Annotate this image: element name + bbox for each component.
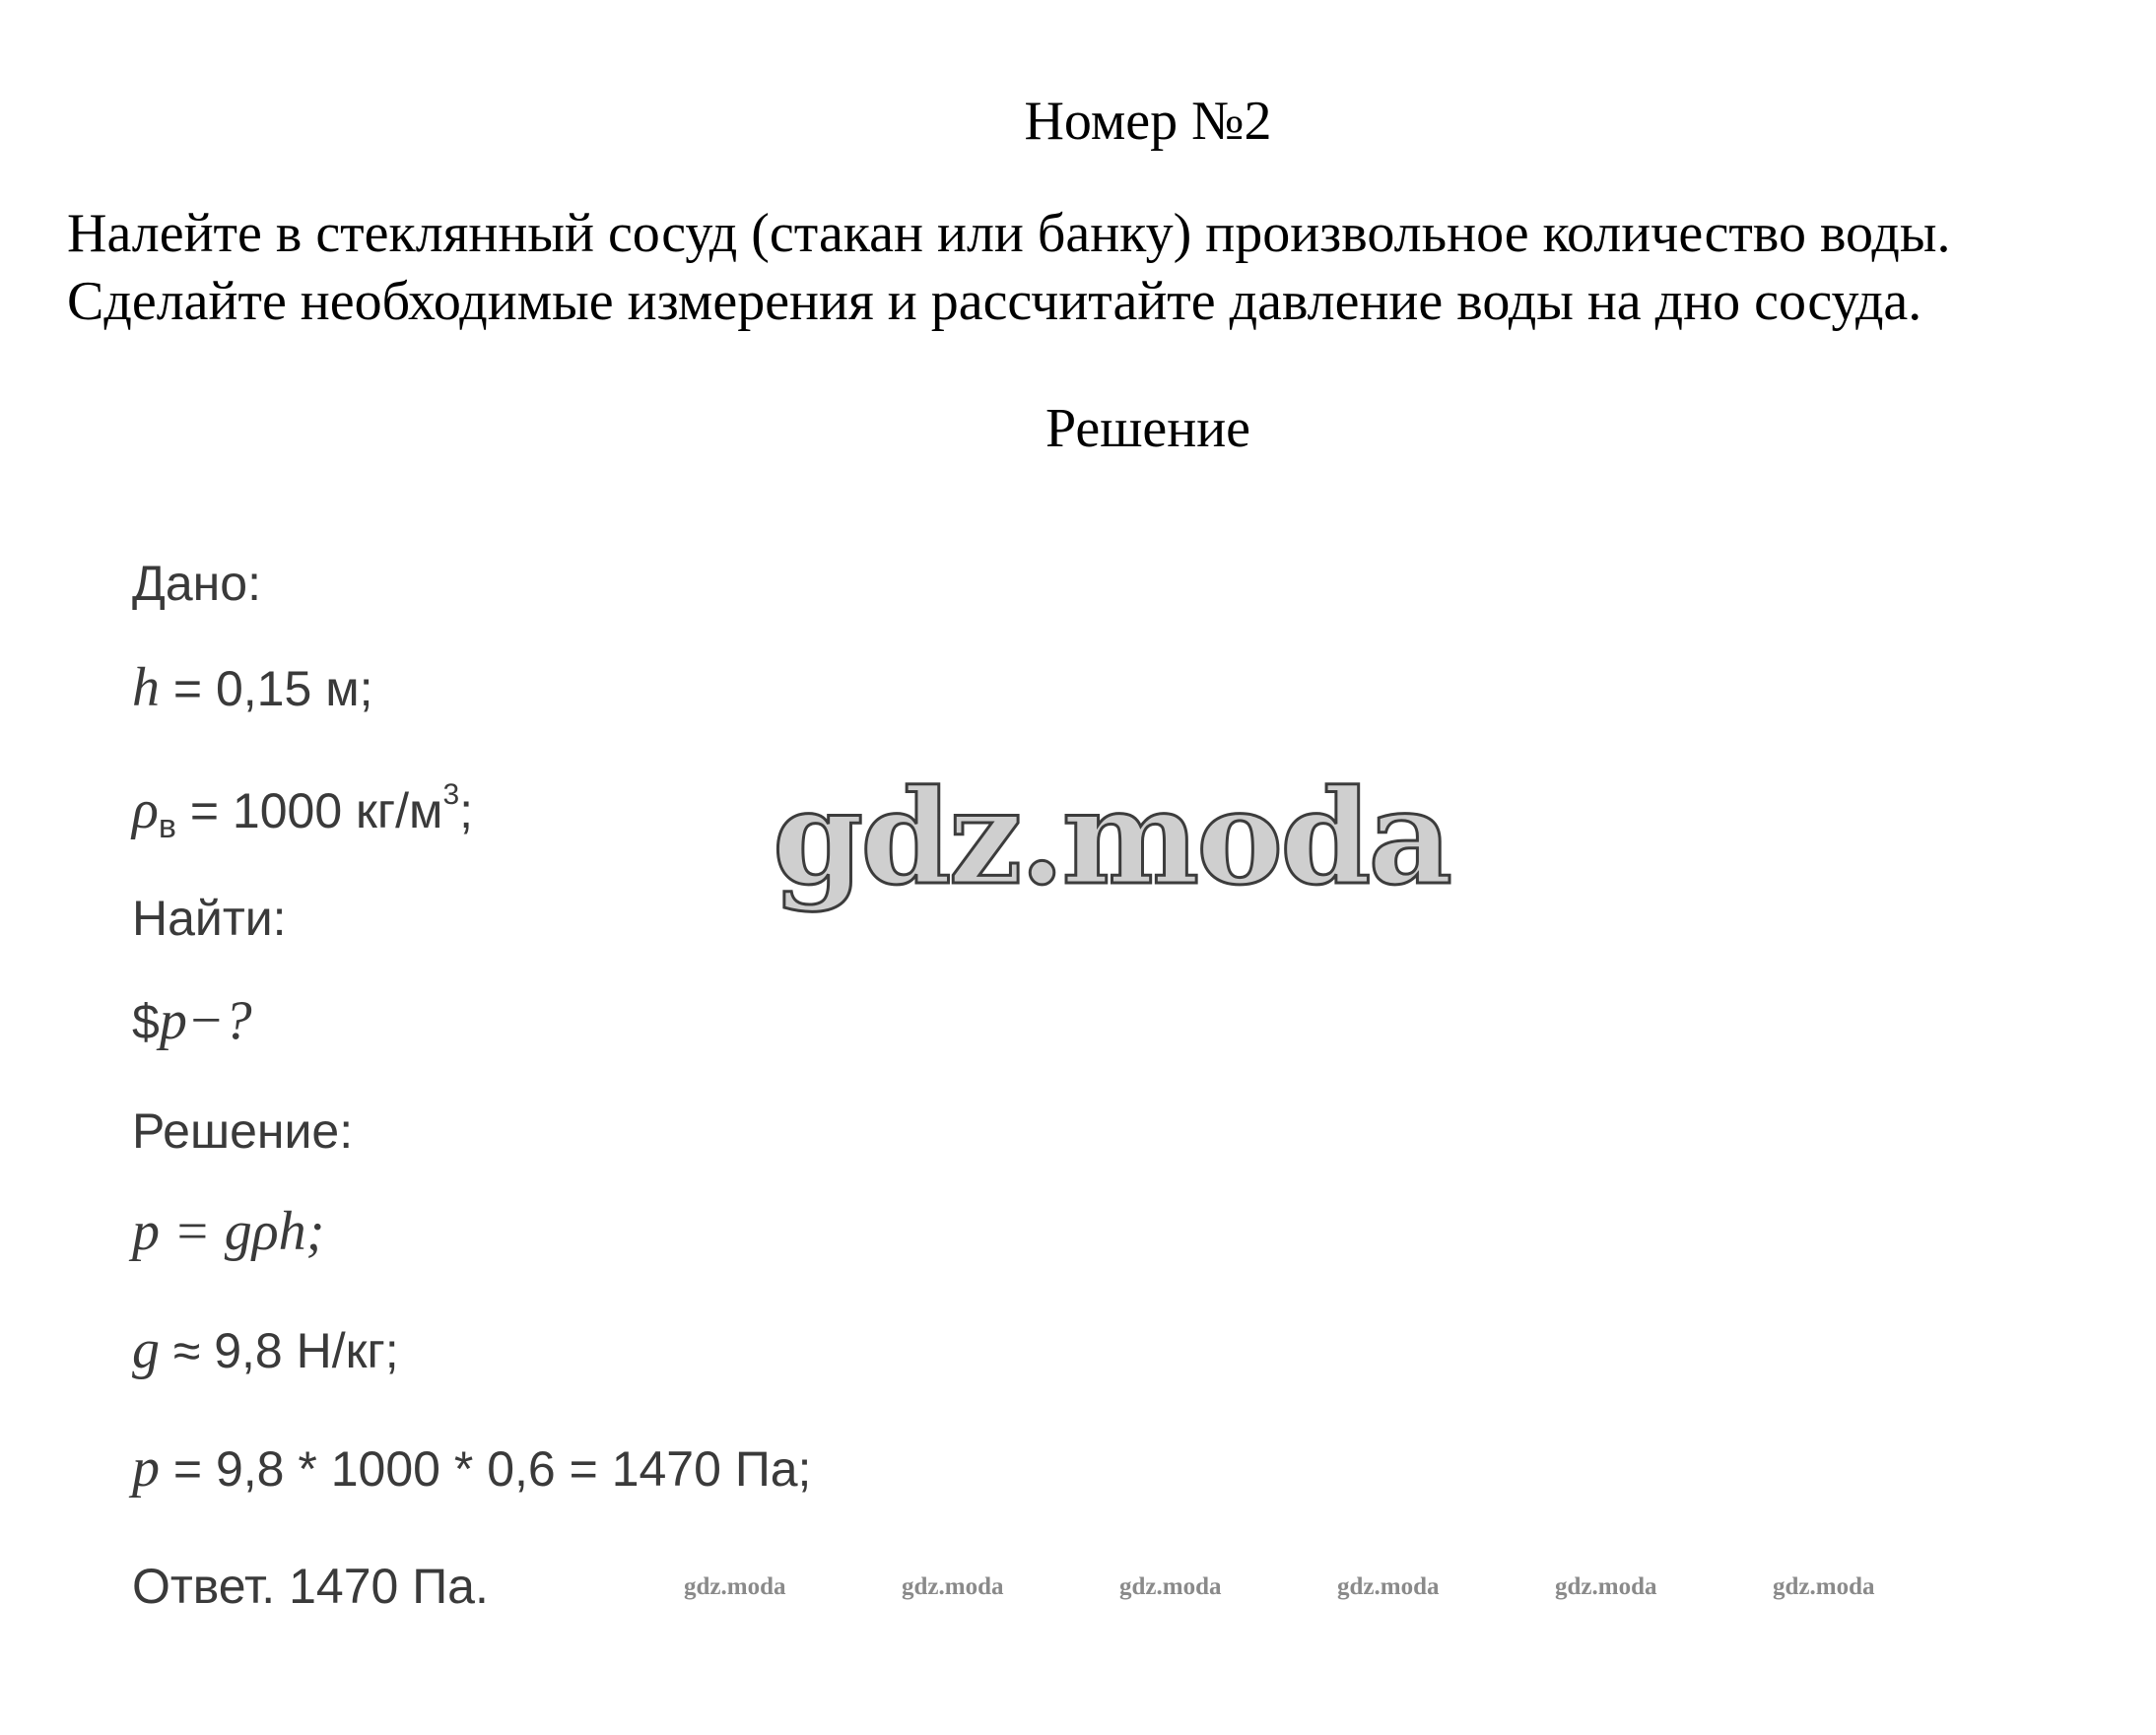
find-variable: p bbox=[159, 990, 187, 1051]
given-label: Дано: bbox=[132, 556, 261, 611]
find-prefix: $ bbox=[132, 994, 160, 1049]
height-variable: h bbox=[132, 657, 160, 718]
answer: Ответ. 1470 Па. bbox=[132, 1559, 489, 1614]
density-end: ; bbox=[459, 783, 474, 838]
calc-variable: p bbox=[132, 1437, 160, 1499]
watermark-logo: gdz.moda bbox=[773, 762, 1450, 914]
given-height bbox=[132, 658, 372, 718]
find-suffix: −? bbox=[186, 990, 252, 1051]
task-line-2: Сделайте необходимые измерения и рассчитайте давление воды на дно сосуда. bbox=[67, 271, 1922, 332]
small-watermark: gdz.moda bbox=[902, 1573, 1004, 1600]
pressure-formula-text: p = gρh; bbox=[132, 1201, 325, 1262]
small-watermark: gdz.moda bbox=[1119, 1573, 1222, 1600]
pressure-formula bbox=[132, 1202, 324, 1262]
small-watermark: gdz.moda bbox=[684, 1573, 786, 1600]
small-watermark: gdz.moda bbox=[1337, 1573, 1440, 1600]
find-label: Найти: bbox=[132, 891, 287, 946]
pressure-calculation bbox=[132, 1438, 811, 1499]
page-title: Номер №2 bbox=[1024, 91, 1272, 152]
calc-value: = 9,8 * 1000 * 0,6 = 1470 Па; bbox=[160, 1441, 812, 1497]
gravity-value bbox=[132, 1320, 399, 1380]
small-watermark: gdz.moda bbox=[1773, 1573, 1875, 1600]
density-variable: ρ bbox=[132, 779, 159, 840]
height-value: = 0,15 м; bbox=[160, 661, 373, 716]
density-value: = 1000 кг/м bbox=[175, 783, 443, 838]
task-line-1: Налейте в стеклянный сосуд (стакан или банку) произвольное количество воды. bbox=[67, 203, 1951, 264]
small-watermark: gdz.moda bbox=[1555, 1573, 1657, 1600]
given-density bbox=[132, 780, 473, 848]
task-statement bbox=[67, 200, 2146, 336]
find-expression bbox=[132, 991, 252, 1051]
solution-label: Решение: bbox=[132, 1103, 354, 1159]
density-superscript: 3 bbox=[442, 778, 460, 811]
density-subscript: в bbox=[158, 808, 176, 845]
solution-heading: Решение bbox=[1044, 398, 1251, 459]
gravity-number: ≈ 9,8 Н/кг; bbox=[160, 1323, 399, 1378]
gravity-variable: g bbox=[132, 1319, 160, 1380]
